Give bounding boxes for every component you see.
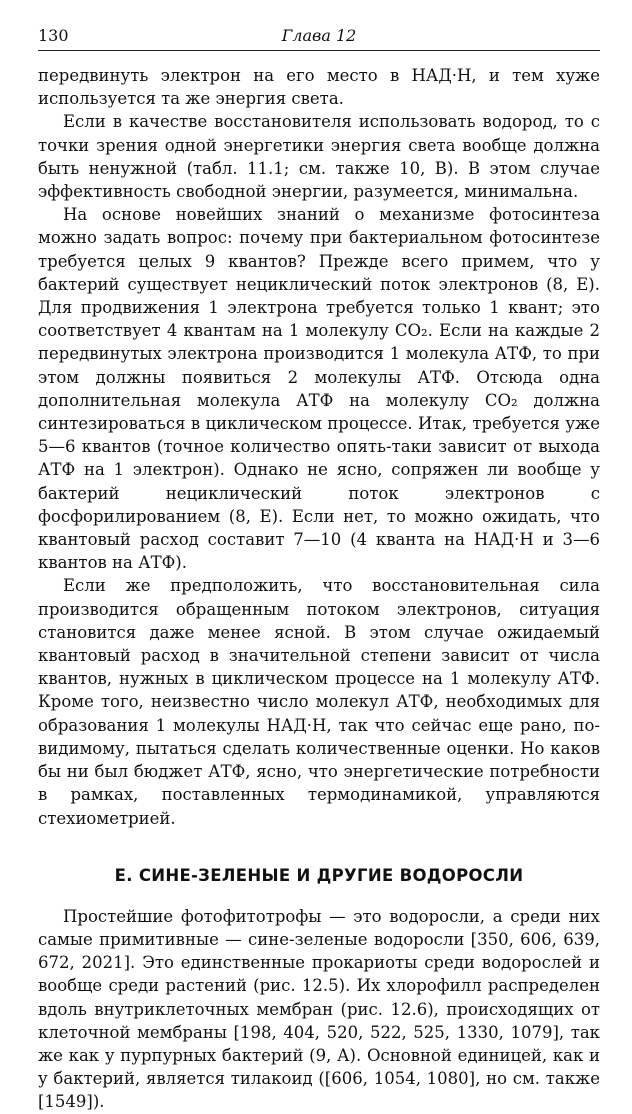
paragraph: На основе новейших знаний о механизме фотосинтеза можно задать вопрос: почему при бактериальном фотосинтезе требуется целых 9 квантов? Прежде всего примем, что у бактерий существует нециклический поток электронов (8, Е). Для продвижения 1 электрона требуется только 1 квант; это соответствует 4 квантам на 1 молекулу CO₂. Если на каждые 2 передвинутых электрона производится 1 молекула АТФ, то при этом должны появиться 2 молекулы АТФ. Отсюда одна дополнительная молекула АТФ на молекулу CO₂ должна синтезироваться в циклическом процессе. Итак, требуется уже 5—6 квантов (точное количество опять-таки зависит от выхода АТФ на 1 электрон). Однако не ясно, сопряжен ли вообще у бактерий нециклический поток электронов с фосфорилированием (8, Е). Если нет, то можно ожидать, что квантовый расход составит 7—10 (4 кванта на НАД·Н и 3—6 квантов на АТФ). <box>38 205 600 573</box>
running-head: Глава 12 <box>281 26 357 45</box>
page-body <box>38 64 600 1114</box>
section-paragraph: Простейшие фотофитотрофы — это водоросли, а среди них самые примитивные — сине-зеленые водоросли [350, 606, 639, 672, 2021]. Это единственные прокариоты среди водорослей и вообще среди растений (рис. 12.5). Их хлорофилл распределен вдоль внутриклеточных мембран (рис. 12.6), происходящих от клеточной мембраны [198, 404, 520, 522, 525, 1330, 1079], так же как у пурпурных бактерий (9, А). Основной единицей, как и у бактерий, является тилакоид ([606, 1054, 1080], но см. также [1549]). <box>38 906 600 1112</box>
page-number: 130 <box>38 26 69 45</box>
paragraph: Если же предположить, что восстановительная сила производится обращенным потоком электронов, ситуация становится даже менее ясной. В этом случае ожидаемый квантовый расход в значительной степени зависит от числа квантов, нужных в циклическом процессе на 1 молекулу АТФ. Кроме того, неизвестно число молекул АТФ, необходимых для образования 1 молекулы НАД·Н, так что сейчас еще рано, по-видимому, пытаться сделать количественные оценки. Но каков бы ни был бюджет АТФ, ясно, что энергетические потребности в рамках, поставленных термодинамикой, управляются стехиометрией. <box>38 576 600 828</box>
paragraph-continued: передвинуть электрон на его место в НАД·Н, и тем хуже используется та же энергия света. <box>38 66 600 109</box>
section-heading: Е. СИНЕ-ЗЕЛЕНЫЕ И ДРУГИЕ ВОДОРОСЛИ <box>114 865 524 885</box>
paragraph: Если в качестве восстановителя использовать водород, то с точки зрения одной энергетики энергия света вообще должна быть ненужной (табл. 11.1; см. также 10, В). В этом случае эффективность свободной энергии, разумеется, минимальна. <box>38 112 600 202</box>
page-header <box>38 22 600 51</box>
